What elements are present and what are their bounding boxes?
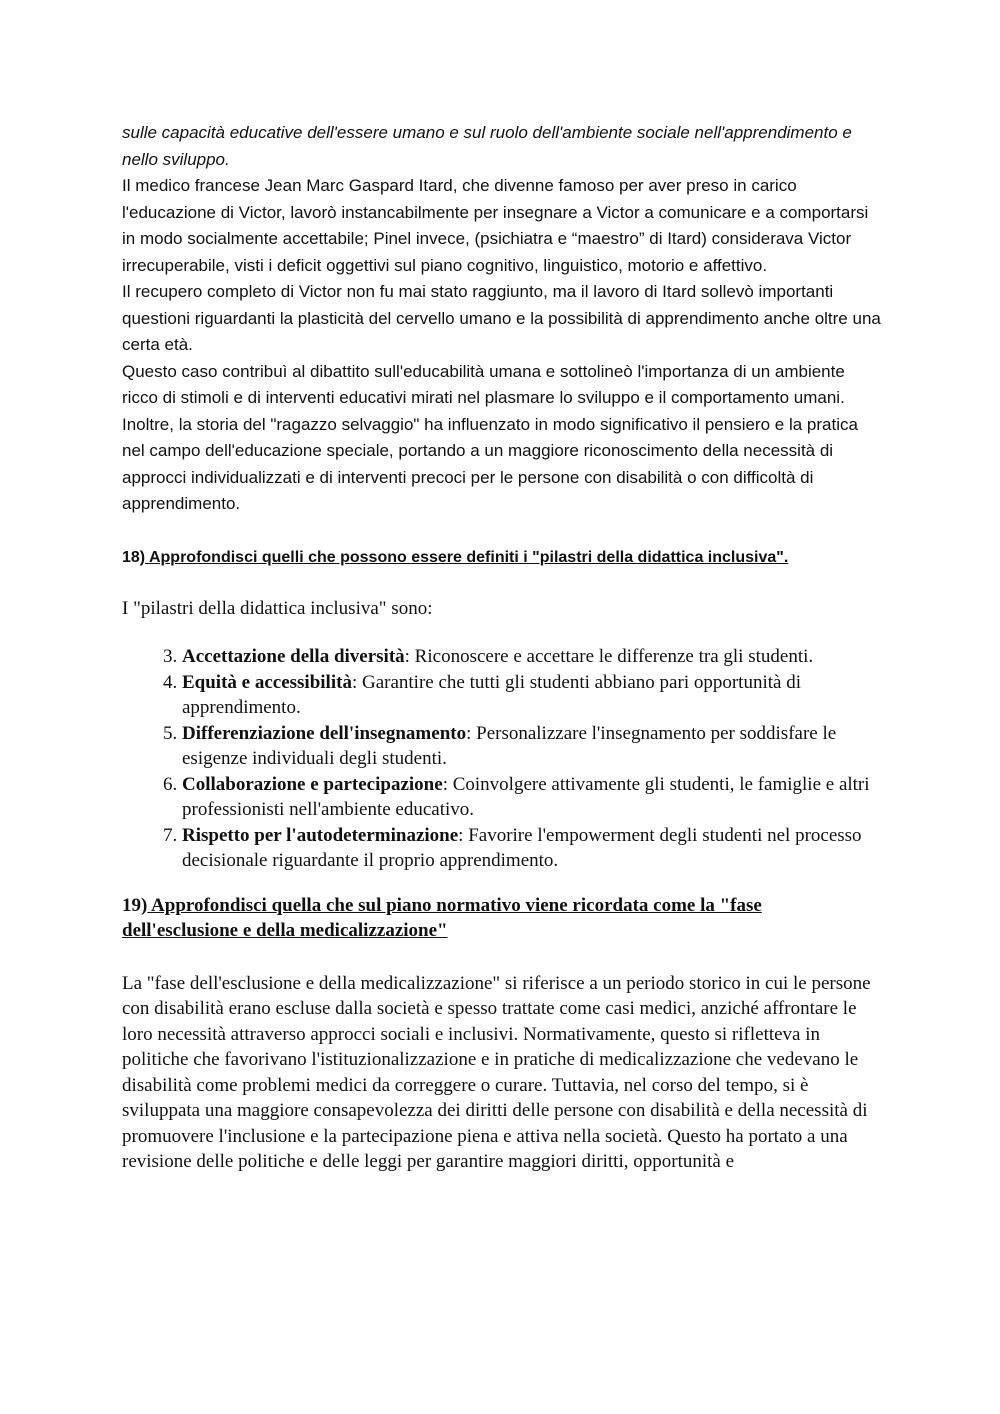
pillar-description: : Riconoscere e accettare le differenze tra gli studenti. [404, 646, 814, 667]
paragraph-recupero: Il recupero completo di Victor non fu mai stato raggiunto, ma il lavoro di Itard sollevò importanti questioni riguardanti la plasticità del cervello umano e la possibilità di apprendimento anche oltre una certa età. [122, 282, 881, 354]
paragraph-inoltre: Inoltre, la storia del "ragazzo selvaggio" ha influenzato in modo significativo il pensiero e la pratica nel campo dell'educazione speciale, portando a un maggiore riconoscimento della necessità di approcci individualizzati e di interventi precoci per le persone con disabilità o con difficoltà di apprendimento. [122, 414, 858, 513]
pillar-term: Collaborazione e partecipazione [182, 773, 443, 795]
paragraph-dibattito: Questo caso contribuì al dibattito sull'educabilità umana e sottolineò l'importanza di un ambiente ricco di stimoli e di interventi educativi mirati nel plasmare lo sviluppo e il comportamento umani. [122, 361, 845, 407]
question-19-number: 19) [122, 894, 148, 916]
pillar-description: : Favorire l'empowerment degli studenti nel processo decisionale riguardante il proprio apprendimento. [182, 824, 862, 871]
pillar-description: : Coinvolgere attivamente gli studenti, le famiglie e altri professionisti nell'ambiente educativo. [182, 773, 870, 820]
list-item [182, 772, 882, 823]
list-item [182, 670, 882, 721]
pillars-list [122, 644, 882, 874]
pillar-term: Equità e accessibilità [182, 671, 352, 693]
pillar-term: Differenziazione dell'insegnamento [182, 722, 467, 744]
question-19-title: Approfondisci quella che sul piano normativo viene ricordata come la "fase dell'esclusione e della medicalizzazione" [122, 894, 762, 941]
pillar-term: Accettazione della diversità [182, 646, 405, 667]
question-18-number: 18) [122, 548, 146, 566]
list-item [182, 644, 882, 670]
intro-italic-text: sulle capacità educative dell'essere umano e sul ruolo dell'ambiente sociale nell'apprendimento e nello sviluppo. [122, 123, 852, 169]
document-page [122, 120, 882, 1175]
question-19-heading [122, 893, 882, 944]
question-18-heading [122, 545, 882, 571]
list-item [182, 721, 882, 772]
question-18-intro: I "pilastri della didattica inclusiva" sono: [122, 597, 433, 619]
paragraph-itard: Il medico francese Jean Marc Gaspard Itard, che divenne famoso per aver preso in carico l'educazione di Victor, lavorò instancabilmente per insegnare a Victor a comunicare e a comportarsi in modo socialmente accettabile; Pinel invece, (psichiatra e “maestro” di Itard) considerava Victor irrecuperabile, visti i deficit oggettivi sul piano cognitivo, linguistico, motorio e affettivo. [122, 176, 869, 275]
pillar-description: : Garantire che tutti gli studenti abbiano pari opportunità di apprendimento. [182, 671, 801, 718]
pillar-description: : Personalizzare l'insegnamento per soddisfare le esigenze individuali degli studenti. [182, 722, 837, 769]
pillar-term: Rispetto per l'autodeterminazione [182, 824, 459, 846]
victor-paragraphs [122, 173, 882, 518]
question-19-answer: La "fase dell'esclusione e della medicalizzazione" si riferisce a un periodo storico in cui le persone con disabilità erano escluse dalla società e spesso trattate come casi medici, anziché affrontare le loro necessità attraverso approcci sociali e inclusivi. Normativamente, questo si rifletteva in politiche che favorivano l'istituzionalizzazione e in pratiche di medicalizzazione che vedevano le disabilità come problemi medici da correggere o curare. Tuttavia, nel corso del tempo, si è sviluppata una maggiore consapevolezza dei diritti delle persone con disabilità e della necessità di promuovere l'inclusione e la partecipazione piena e attiva nella società. Questo ha portato a una revisione delle politiche e delle leggi per garantire maggiori diritti, opportunità e [122, 972, 871, 1172]
list-item [182, 823, 882, 874]
question-18-title: Approfondisci quelli che possono essere definiti i "pilastri della didattica inclusiva". [145, 548, 789, 566]
